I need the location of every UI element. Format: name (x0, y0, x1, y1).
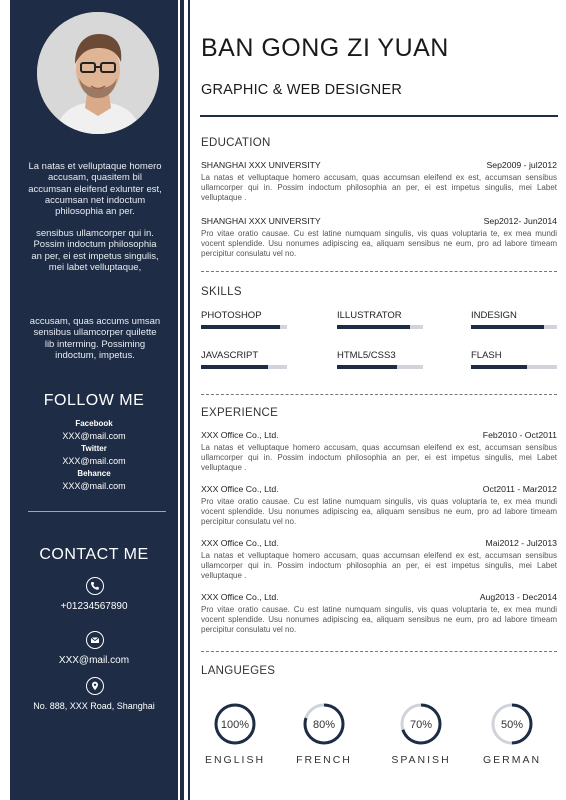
social-item-twitter (10, 443, 178, 468)
social-network: Facebook (75, 419, 113, 428)
contact-title: CONTACT ME (39, 546, 149, 563)
skill-item (201, 350, 287, 369)
social-handle[interactable]: XXX@mail.com (62, 431, 126, 441)
about-paragraph: accusam, quas accums umsan sensibus ullamcorper quilette lib interming. Possiming indoctum, impetus. (29, 316, 161, 360)
experience-dates: Feb2010 - Oct2011 (482, 430, 557, 440)
language-name: GERMAN (482, 754, 542, 766)
experience-title: EXPERIENCE (201, 407, 279, 419)
language-percent: 100% (220, 719, 250, 731)
phone-number[interactable]: +01234567890 (60, 601, 128, 612)
experience-description: La natas et velluptaque homero accusam, quas accumsan eleifend ex est, accumsan sensibus ullamcorper qui in. Possim indoctum philosophia an per, ei est impetus singulis, mei Labet velluptaque . (201, 551, 557, 580)
skill-bar-fill (471, 325, 544, 329)
social-network: Twitter (81, 444, 107, 453)
skill-name: INDESIGN (471, 310, 517, 321)
skill-bar-fill (337, 365, 397, 369)
company-name: XXX Office Co., Ltd. (201, 484, 279, 494)
avatar (37, 12, 159, 134)
sidebar (10, 0, 178, 800)
social-handle[interactable]: XXX@mail.com (62, 481, 126, 491)
skill-item (471, 350, 557, 369)
education-dates: Sep2009 - jul2012 (486, 160, 557, 170)
social-item-facebook (10, 418, 178, 443)
language-item (386, 702, 456, 766)
skill-bar (337, 325, 423, 329)
language-name: SPANISH (391, 754, 451, 766)
skill-name: HTML5/CSS3 (337, 350, 396, 361)
company-name: XXX Office Co., Ltd. (201, 538, 279, 548)
experience-item (201, 430, 557, 472)
school-name: SHANGHAI XXX UNIVERSITY (201, 160, 321, 170)
language-ring (490, 702, 534, 746)
location-icon (86, 677, 104, 695)
skill-item (471, 310, 557, 329)
skill-bar (201, 325, 287, 329)
skill-bar-fill (201, 365, 268, 369)
experience-description: Pro vitae oratio causae. Cu est latine numquam singulis, vis quas voluptaria te, ex mea mundi vocent splendide. Usu nonumes adipiscing ea, aliquam sensibus ne eum, pro ad labore timeam percipitur consulatu vel no. (201, 497, 557, 526)
experience-dates: Mai2012 - Jul2013 (485, 538, 557, 548)
social-list (10, 418, 178, 493)
skill-bar-fill (471, 365, 527, 369)
social-network: Behance (77, 469, 111, 478)
language-name: FRENCH (296, 754, 352, 766)
sidebar-stripe (188, 0, 190, 800)
company-name: XXX Office Co., Ltd. (201, 592, 279, 602)
skill-name: JAVASCRIPT (201, 350, 259, 361)
skill-bar (337, 365, 423, 369)
skill-name: FLASH (471, 350, 502, 361)
job-title: GRAPHIC & WEB DESIGNER (201, 82, 402, 98)
person-name: BAN GONG ZI YUAN (201, 34, 449, 62)
skill-name: ILLUSTRATOR (337, 310, 402, 321)
skill-bar-fill (337, 325, 410, 329)
education-description: Pro vitae oratio causae. Cu est latine numquam singulis, vis quas voluptaria te, ex mea mundi vocent splendide. Usu nonumes adipiscing ea, aliquam sensibus ne eum, pro ad labore timeam percipitur consulatu vel no. (201, 229, 557, 258)
company-name: XXX Office Co., Ltd. (201, 430, 279, 440)
language-item (200, 702, 270, 766)
education-item (201, 160, 557, 202)
section-divider (201, 394, 557, 395)
phone-icon (86, 577, 104, 595)
languages-title: LANGUEGES (201, 665, 276, 677)
skill-item (337, 350, 423, 369)
portrait-photo (37, 12, 159, 134)
skill-bar (471, 365, 557, 369)
education-description: La natas et velluptaque homero accusam, quas accumsan eleifend ex est, accumsan sensibus ullamcorper qui in. Possim indoctum philosophia an per, ei est impetus singulis, mei Labet velluptaque . (201, 173, 557, 202)
experience-description: Pro vitae oratio causae. Cu est latine numquam singulis, vis quas voluptaria te, ex mea mundi vocent splendide. Usu nonumes adipiscing ea, aliquam sensibus ne eum, pro ad labore timeam percipitur consulatu vel no. (201, 605, 557, 634)
social-handle[interactable]: XXX@mail.com (62, 456, 126, 466)
skill-name: PHOTOSHOP (201, 310, 262, 321)
school-name: SHANGHAI XXX UNIVERSITY (201, 216, 321, 226)
section-divider (201, 271, 557, 272)
skill-item (201, 310, 287, 329)
education-item (201, 216, 557, 258)
header-rule (200, 115, 558, 117)
education-title: EDUCATION (201, 137, 271, 149)
mail-icon (86, 631, 104, 649)
language-ring (302, 702, 346, 746)
language-item (477, 702, 547, 766)
language-ring (213, 702, 257, 746)
language-percent: 70% (409, 719, 433, 731)
language-percent: 80% (312, 719, 336, 731)
skill-bar (471, 325, 557, 329)
experience-item (201, 538, 557, 580)
email-address[interactable]: XXX@mail.com (58, 655, 130, 666)
experience-dates: Oct2011 - Mar2012 (482, 484, 557, 494)
skills-title: SKILLS (201, 286, 242, 298)
language-item (289, 702, 359, 766)
sidebar-divider (28, 511, 166, 512)
experience-item (201, 484, 557, 526)
language-name: ENGLISH (204, 754, 266, 766)
experience-description: La natas et velluptaque homero accusam, quas accumsan eleifend ex est, accumsan sensibus ullamcorper qui in. Possim indoctum philosophia an per, ei est impetus singulis, mei Labet velluptaque . (201, 443, 557, 472)
about-paragraph: sensibus ullamcorper qui in. Possim indoctum philosophia an per, ei est impetus singulis, mei labet velluptaque, (31, 228, 159, 273)
skill-item (337, 310, 423, 329)
follow-title: FOLLOW ME (43, 392, 145, 409)
section-divider (201, 651, 557, 652)
about-paragraph: La natas et velluptaque homero accusam, quasitem bil accumsan eleifend exlunter est, accumsan net indoctum philosophia an per. (28, 161, 162, 218)
language-percent: 50% (500, 719, 524, 731)
sidebar-stripe (180, 0, 184, 800)
language-ring (399, 702, 443, 746)
social-item-behance (10, 468, 178, 493)
skill-bar (201, 365, 287, 369)
experience-dates: Aug2013 - Dec2014 (479, 592, 557, 602)
skill-bar-fill (201, 325, 280, 329)
experience-item (201, 592, 557, 634)
education-dates: Sep2012- Jun2014 (483, 216, 557, 226)
address: No. 888, XXX Road, Shanghai (33, 701, 155, 711)
